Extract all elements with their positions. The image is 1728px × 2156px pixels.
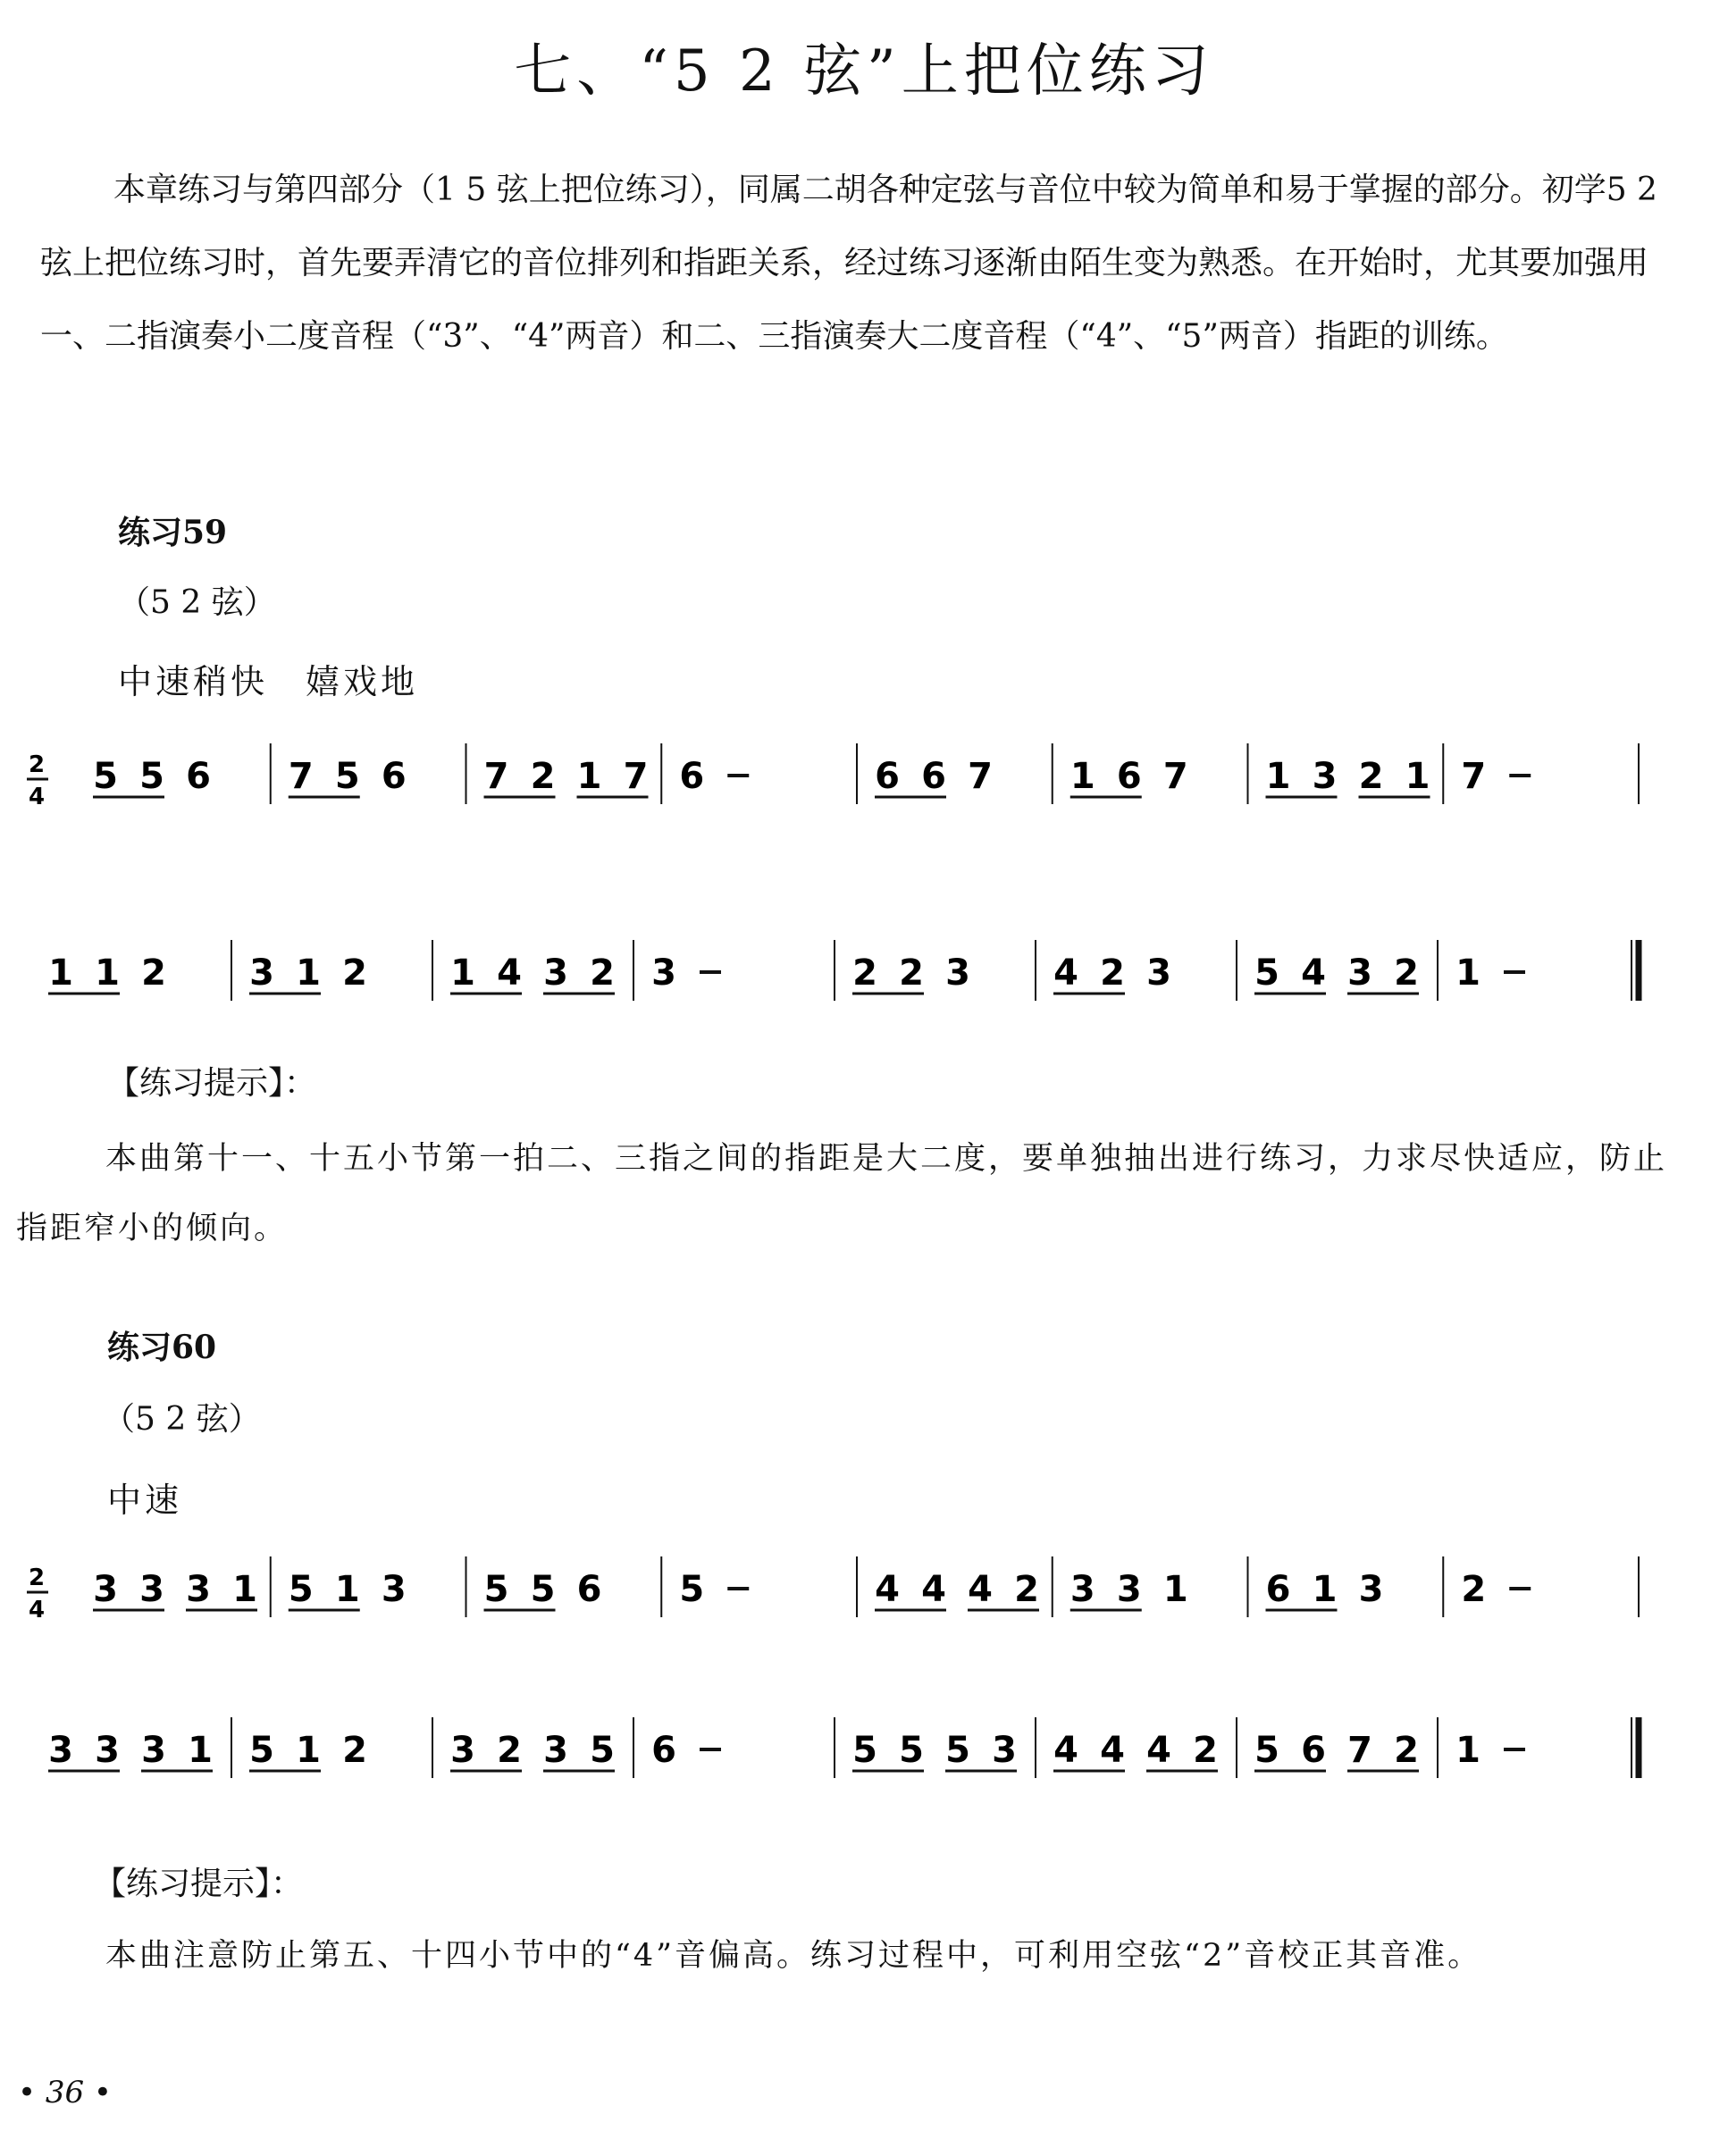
note: 4 xyxy=(1100,1730,1125,1771)
note: 2 xyxy=(590,952,615,994)
note: 2 xyxy=(852,952,877,994)
note: 4 xyxy=(1053,952,1078,994)
exercise-60-tips xyxy=(16,1921,1678,1991)
note: 1 xyxy=(450,952,475,994)
intro-paragraph xyxy=(40,154,1675,373)
page-number: • 36 • xyxy=(18,2075,112,2110)
note: 3 xyxy=(450,1730,475,1771)
note: 3 xyxy=(186,1569,211,1610)
note: 5 xyxy=(93,756,118,797)
note: 5 xyxy=(590,1730,615,1771)
staff-svg xyxy=(18,1680,1698,1814)
note: 4 xyxy=(875,1569,900,1610)
page-title: 七、“5 2 弦”上把位练习 xyxy=(514,38,1214,105)
note: 6 xyxy=(381,756,407,797)
note: 3 xyxy=(1347,952,1372,994)
note: 6 xyxy=(1116,756,1142,797)
note: 1 xyxy=(48,952,73,994)
note: 2 xyxy=(899,952,924,994)
exercise-59-label: 练习59 xyxy=(118,514,228,551)
note: 2 xyxy=(1394,952,1419,994)
exercise-59-string: （5 2 弦） xyxy=(118,584,276,621)
exercise-59-tips-text: 本曲第十一、十五小节第一拍二、三指之间的指距是大二度，要单独抽出进行练习，力求尽快适应，防止指距窄小的倾向。 xyxy=(16,1141,1668,1246)
note: 5 xyxy=(679,1569,705,1610)
note: 5 xyxy=(483,1569,509,1610)
note: 2 xyxy=(1193,1730,1218,1771)
note: 1 xyxy=(1405,756,1430,797)
note: 3 xyxy=(1358,1569,1384,1610)
note: 3 xyxy=(1146,952,1171,994)
exercise-60-string: （5 2 弦） xyxy=(103,1401,261,1438)
note: 4 xyxy=(1053,1730,1078,1771)
time-signature-bottom: 4 xyxy=(29,1597,46,1623)
note: 6 xyxy=(921,756,946,797)
exercise-59-staff-line-2 xyxy=(18,902,1698,1036)
note: 5 xyxy=(288,1569,314,1610)
note: 1 xyxy=(232,1569,257,1610)
note: 7 xyxy=(1461,756,1487,797)
note: 3 xyxy=(945,952,970,994)
exercise-60-staff-line-1 xyxy=(18,1519,1698,1653)
note: 6 xyxy=(576,1569,602,1610)
staff-svg xyxy=(18,902,1698,1036)
note: 2 xyxy=(342,1730,367,1771)
note: 3 xyxy=(93,1569,118,1610)
note: 5 xyxy=(1254,1730,1279,1771)
note: 5 xyxy=(530,1569,556,1610)
staff-svg xyxy=(18,1519,1698,1653)
note: 6 xyxy=(1301,1730,1326,1771)
note: 4 xyxy=(497,952,522,994)
note: 1 xyxy=(1455,952,1481,994)
exercise-60-staff-line-2 xyxy=(18,1680,1698,1814)
note: 3 xyxy=(543,1730,568,1771)
note: 5 xyxy=(899,1730,924,1771)
note: 3 xyxy=(141,1730,166,1771)
note: 1 xyxy=(334,1569,360,1610)
note: 2 xyxy=(530,756,556,797)
note: 1 xyxy=(576,756,602,797)
note: 7 xyxy=(623,756,649,797)
note: 1 xyxy=(296,952,321,994)
note: 3 xyxy=(1070,1569,1095,1610)
note: 2 xyxy=(497,1730,522,1771)
note: 1 xyxy=(1455,1730,1481,1771)
note: 1 xyxy=(296,1730,321,1771)
exercise-60-tempo: 中速 xyxy=(107,1481,183,1520)
note: 2 xyxy=(1394,1730,1419,1771)
exercise-60-label: 练习60 xyxy=(107,1329,217,1366)
exercise-60-tips-heading: 【练习提示】： xyxy=(94,1866,304,1902)
note: 1 xyxy=(188,1730,213,1771)
exercise-59-tempo: 中速稍快 嬉戏地 xyxy=(118,662,419,701)
exercise-59-tips-heading: 【练习提示】： xyxy=(107,1065,317,1102)
note: 5 xyxy=(249,1730,274,1771)
note: 3 xyxy=(992,1730,1017,1771)
staff-svg xyxy=(18,706,1698,840)
note: 3 xyxy=(1116,1569,1142,1610)
time-signature-bottom: 4 xyxy=(29,784,46,810)
note: 7 xyxy=(1162,756,1188,797)
note: 5 xyxy=(945,1730,970,1771)
note: 5 xyxy=(852,1730,877,1771)
note: 5 xyxy=(334,756,360,797)
note: 7 xyxy=(483,756,509,797)
note: 1 xyxy=(95,952,120,994)
note: 6 xyxy=(1265,1569,1291,1610)
note: 3 xyxy=(249,952,274,994)
note: 2 xyxy=(141,952,166,994)
exercise-59-tips xyxy=(16,1124,1678,1263)
note: 2 xyxy=(1358,756,1384,797)
note: 6 xyxy=(651,1730,676,1771)
note: 6 xyxy=(679,756,705,797)
time-signature-top: 2 xyxy=(29,1565,46,1591)
note: 3 xyxy=(95,1730,120,1771)
note: 3 xyxy=(1312,756,1338,797)
note: 3 xyxy=(651,952,676,994)
note: 2 xyxy=(1461,1569,1487,1610)
note: 6 xyxy=(875,756,900,797)
time-signature-top: 2 xyxy=(29,751,46,778)
intro-text: 本章练习与第四部分（1 5 弦上把位练习），同属二胡各种定弦与音位中较为简单和易于掌握的部分。初学5 2 弦上把位练习时，首先要弄清它的音位排列和指距关系，经过练习逐渐由陌生变为熟悉。在开始时，尤其要加强用一、二指演奏小二度音程（“3”、“4”两音）和二、三指演奏大二度音程（“4”、“5”两音）指距的训练。 xyxy=(40,172,1657,355)
note: 4 xyxy=(921,1569,946,1610)
exercise-59-staff-line-1 xyxy=(18,706,1698,840)
note: 2 xyxy=(342,952,367,994)
note: 1 xyxy=(1312,1569,1338,1610)
note: 3 xyxy=(381,1569,407,1610)
note: 4 xyxy=(1146,1730,1171,1771)
note: 1 xyxy=(1265,756,1291,797)
note: 6 xyxy=(186,756,211,797)
note: 7 xyxy=(968,756,993,797)
note: 4 xyxy=(968,1569,993,1610)
note: 3 xyxy=(48,1730,73,1771)
note: 4 xyxy=(1301,952,1326,994)
note: 1 xyxy=(1162,1569,1188,1610)
exercise-60-tips-text: 本曲注意防止第五、十四小节中的“4”音偏高。练习过程中，可利用空弦“2”音校正其音准。 xyxy=(105,1938,1482,1974)
note: 7 xyxy=(1347,1730,1372,1771)
note: 7 xyxy=(288,756,314,797)
note: 5 xyxy=(1254,952,1279,994)
note: 2 xyxy=(1014,1569,1039,1610)
note: 3 xyxy=(543,952,568,994)
note: 2 xyxy=(1100,952,1125,994)
note: 3 xyxy=(139,1569,164,1610)
note: 1 xyxy=(1070,756,1095,797)
note: 5 xyxy=(139,756,164,797)
